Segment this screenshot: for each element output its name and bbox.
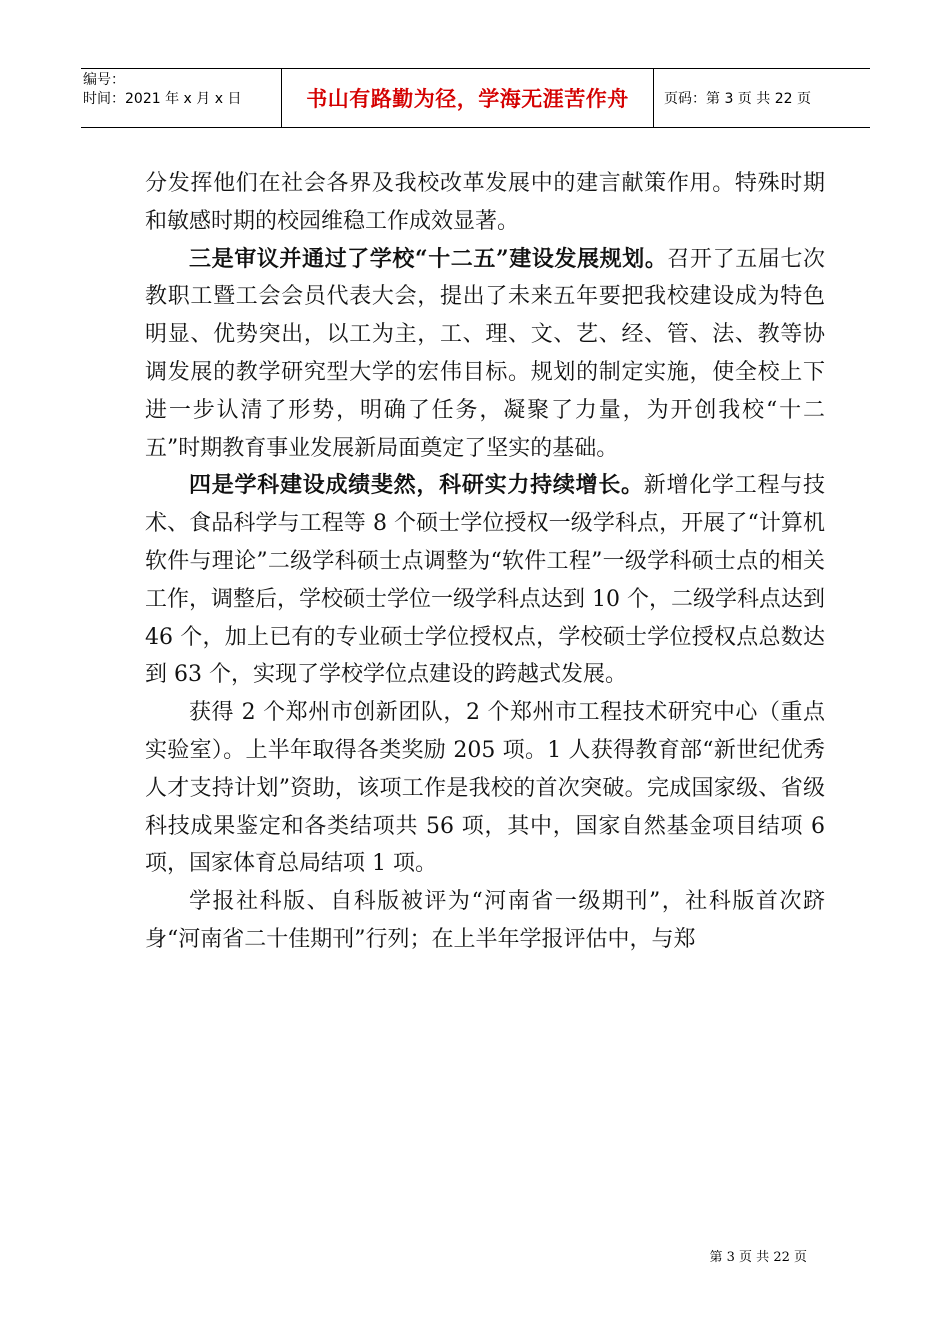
header-motto: 书山有路勤为径，学海无涯苦作舟: [281, 69, 654, 127]
serial-label: 编号：: [83, 72, 125, 88]
header-page-info: 页码：第 3 页 共 22 页: [664, 91, 811, 107]
date-line: 时间：2021 年 x 月 x 日: [83, 91, 242, 107]
paragraph-2: [145, 241, 825, 468]
paragraph-5: 学报社科版、自科版被评为“河南省一级期刊”，社科版首次跻身“河南省二十佳期刊”行列；在上半年学报评估中，与郑: [145, 889, 825, 952]
paragraph-4: 获得 2 个郑州市创新团队，2 个郑州市工程技术研究中心（重点实验室）。上半年取得各类奖励 205 项。1 人获得教育部“新世纪优秀人才支持计划”资助，该项工作是我校的首次突破。完成国家级、省级科技成果鉴定和各类结项共 56 项，其中，国家自然基金项目结项 6 项，国家体育总局结项 1 项。: [145, 700, 825, 877]
paragraph-3-heading: 四是学科建设成绩斐然，科研实力持续增长。: [189, 472, 644, 499]
paragraph-2-text: 召开了五届七次教职工暨工会会员代表大会，提出了未来五年要把我校建设成为特色明显、优势突出，以工为主，工、理、文、艺、经、管、法、教等协调发展的教学研究型大学的宏伟目标。规划的制定实施，使全校上下进一步认清了形势，明确了任务，凝聚了力量，为开创我校“十二五”时期教育事业发展新局面奠定了坚实的基础。: [145, 246, 825, 461]
page-footer: 第 3 页 共 22 页: [709, 1250, 807, 1265]
paragraph-3-text: 新增化学工程与技术、食品科学与工程等 8 个硕士学位授权一级学科点，开展了“计算机软件与理论”二级学科硕士点调整为“软件工程”一级学科硕士点的相关工作，调整后，学校硕士学位一级学科点达到 10 个，二级学科点达到 46 个，加上已有的专业硕士学位授权点，学校硕士学位授权点总数达到 63 个，实现了学校学位点建设的跨越式发展。: [145, 473, 825, 688]
page-header: [81, 68, 870, 128]
paragraph-1: 分发挥他们在社会各界及我校改革发展中的建言献策作用。特殊时期和敏感时期的校园维稳工作成效显著。: [145, 171, 825, 234]
paragraph-3: [145, 467, 825, 694]
document-body: [145, 165, 825, 959]
header-meta: [81, 69, 281, 127]
paragraph-2-heading: 三是审议并通过了学校“十二五”建设发展规划。: [189, 245, 668, 272]
